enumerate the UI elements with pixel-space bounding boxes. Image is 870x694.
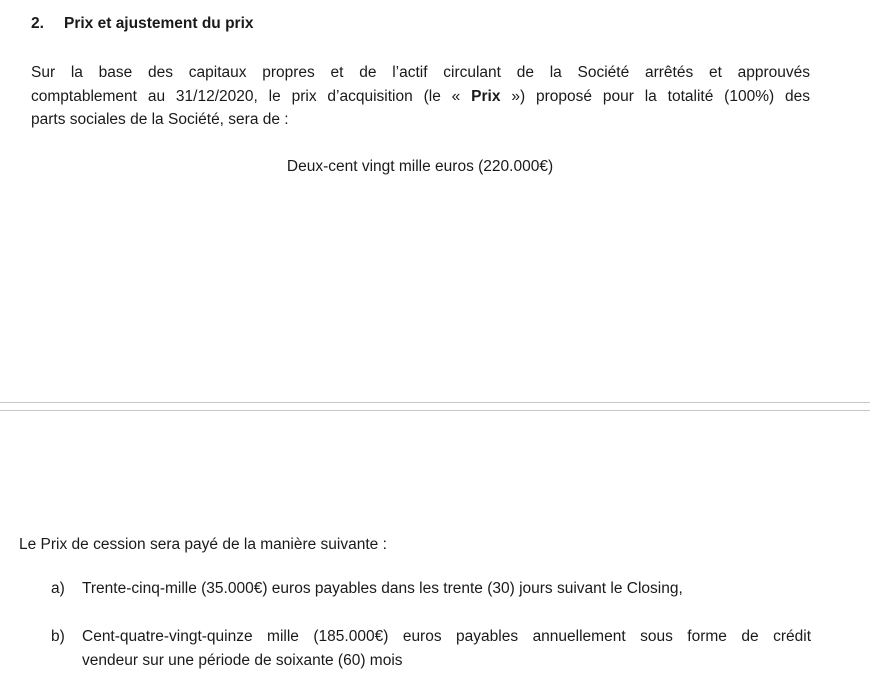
list-item [51,577,811,601]
paragraph-line-2 [31,85,810,109]
list-item-line: Trente-cinq-mille (35.000€) euros payables dans les trente (30) jours suivant le Closing, [82,580,683,597]
prix-defined-term: Prix [471,87,501,105]
payment-intro: Le Prix de cession sera payé de la manière suivante : [19,536,387,553]
list-item-text [82,577,811,601]
section-title: Prix et ajustement du prix [64,15,254,32]
price-statement: Deux-cent vingt mille euros (220.000€) [286,158,554,175]
paragraph-line-2-end: ») proposé pour la totalité (100%) des [500,87,810,105]
page-break-divider [0,402,870,411]
list-marker: a) [51,580,65,597]
list-item [51,625,811,673]
list-item-text [82,625,811,673]
price-paragraph [31,61,810,132]
list-item-line: vendeur sur une période de soixante (60) mois [82,652,403,669]
section-number: 2. [31,15,44,32]
section-heading [31,14,254,34]
document-page-bottom [0,411,870,694]
paragraph-line-1: Sur la base des capitaux propres et de l’actif circulant de la Société arrêtés et approuvés [31,64,810,81]
paragraph-line-2-start: comptablement au 31/12/2020, le prix d’acquisition (le « [31,87,472,105]
paragraph-line-3: parts sociales de la Société, sera de : [31,111,289,128]
list-marker: b) [51,628,65,645]
list-item-line: Cent-quatre-vingt-quinze mille (185.000€) euros payables annuellement sous forme de crédit [82,628,811,645]
